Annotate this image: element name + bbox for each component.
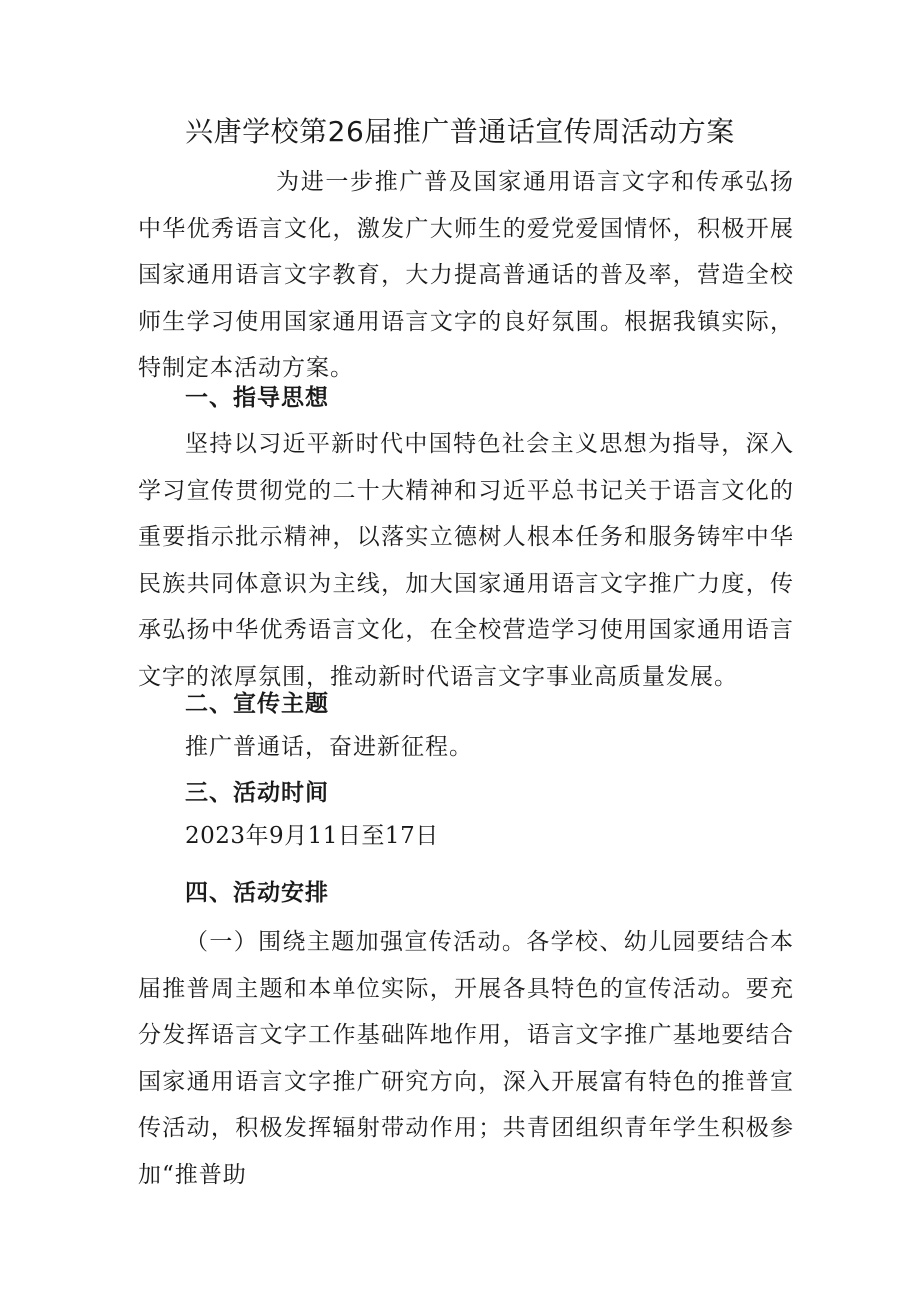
section-heading-activity-arrangement: 四、活动安排 <box>185 880 329 906</box>
section-body-guiding-ideology: 坚持以习近平新时代中国特色社会主义思想为指导，深入学习宣传贯彻党的二十大精神和习近平总书记关于语言文化的重要指示批示精神，以落实立德树人根本任务和服务铸牢中华民族共同体意识为主线，加大国家通用语言文字推广力度，传承弘扬中华优秀语言文化，在全校营造学习使用国家通用语言文字的浓厚氛围，推动新时代语言文字事业高质量发展。 <box>138 431 794 690</box>
intro-paragraph: 为进一步推广普及国家通用语言文字和传承弘扬中华优秀语言文化，激发广大师生的爱党爱国情怀，积极开展国家通用语言文字教育，大力提高普通话的普及率，营造全校师生学习使用国家通用语言文字的良好氛围。根据我镇实际，特制定本活动方案。 <box>138 169 794 382</box>
document-title: 兴唐学校第26届推广普通话宣传周活动方案 <box>185 115 735 148</box>
section-body-publicity-theme: 推广普通话，奋进新征程。 <box>185 734 473 760</box>
section-body-activity-arrangement: （一）围绕主题加强宣传活动。各学校、幼儿园要结合本届推普周主题和本单位实际，开展各具特色的宣传活动。要充分发挥语言文字工作基础阵地作用，语言文字推广基地要结合国家通用语言文字推广研究方向，深入开展富有特色的推普宣传活动，积极发挥辐射带动作用；共青团组织青年学生积极参加“推普助 <box>138 929 794 1188</box>
section-heading-activity-time: 三、活动时间 <box>185 780 329 806</box>
section-heading-guiding-ideology: 一、指导思想 <box>185 385 329 411</box>
section-heading-publicity-theme: 二、宣传主题 <box>185 691 329 717</box>
section-body-activity-time: 2023年9月11日至17日 <box>185 823 439 849</box>
